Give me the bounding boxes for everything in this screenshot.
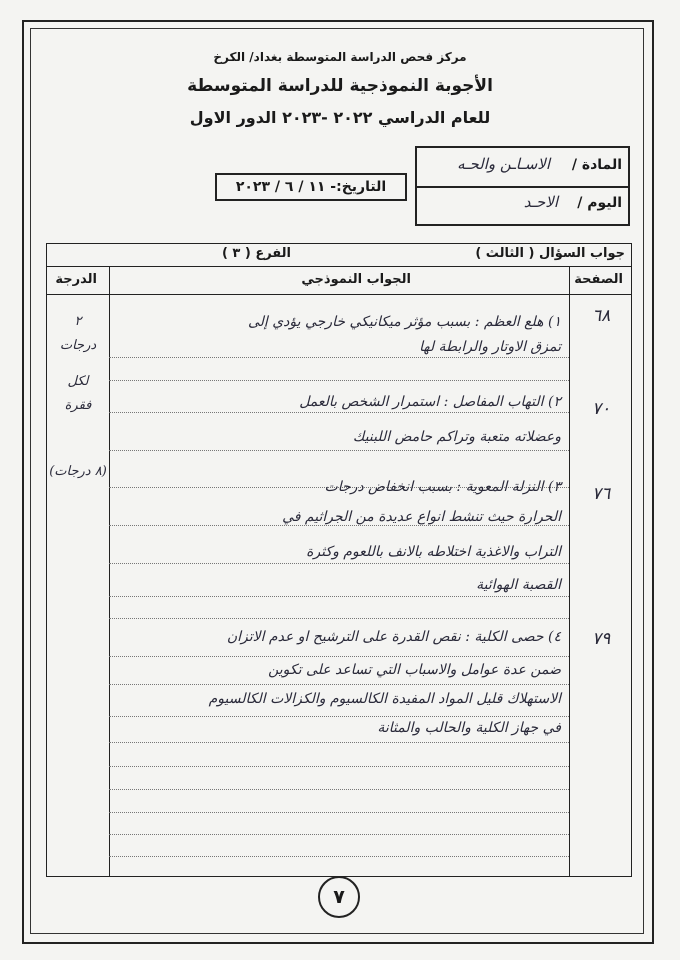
writing-line bbox=[109, 618, 569, 619]
branch-label: الفرع ( ٣ ) bbox=[221, 246, 291, 261]
writing-line bbox=[109, 563, 569, 564]
page-col-divider bbox=[569, 266, 570, 876]
academic-year: للعام الدراسي ٢٠٢٢ -٢٠٢٣ الدور الاول bbox=[189, 108, 491, 127]
col-header-page: الصفحة bbox=[574, 272, 623, 287]
row-divider bbox=[47, 266, 631, 267]
day-label: اليوم / bbox=[577, 195, 622, 211]
answer-table bbox=[46, 243, 632, 877]
writing-line bbox=[109, 357, 569, 358]
answer-line: في جهاز الكلية والحالب والمثانة bbox=[377, 720, 561, 736]
subject-label: المادة / bbox=[571, 157, 622, 173]
writing-line bbox=[109, 716, 569, 717]
subject-day-box bbox=[415, 146, 630, 226]
writing-line bbox=[109, 789, 569, 790]
writing-line bbox=[109, 812, 569, 813]
writing-line bbox=[109, 856, 569, 857]
page-number: ٧ bbox=[318, 876, 360, 918]
answer-line: تمزق الاوتار والرابطة لها bbox=[419, 339, 561, 355]
writing-line bbox=[109, 412, 569, 413]
writing-line bbox=[109, 380, 569, 381]
date-box bbox=[215, 173, 407, 201]
header-divider bbox=[47, 294, 631, 295]
writing-line bbox=[109, 656, 569, 657]
answer-line: ١) هلع العظم : بسبب مؤثر ميكانيكي خارجي يؤدي إلى bbox=[247, 314, 561, 330]
grade-sum: (٨ درجات) bbox=[49, 464, 107, 479]
date-label: التاريخ:- bbox=[330, 179, 387, 195]
answer-line: الاستهلاك قليل المواد المفيدة الكالسيوم والكزالات الكالسيوم bbox=[208, 691, 561, 707]
answer-line: ضمن عدة عوامل والاسباب التي تساعد على تكوين bbox=[268, 662, 561, 678]
writing-line bbox=[109, 450, 569, 451]
answer-line: ٣) النزلة المعوية : بسبب انخفاض درجات bbox=[324, 479, 561, 495]
answer-line: وعضلاته متعبة وتراكم حامض اللبنيك bbox=[352, 429, 561, 445]
writing-line bbox=[109, 834, 569, 835]
grade-per: لكل bbox=[67, 374, 89, 389]
page-ref: ٦٨ bbox=[592, 306, 611, 326]
col-header-grade: الدرجة bbox=[55, 272, 97, 287]
subject-value: الاسـاـن والحـه bbox=[457, 155, 550, 173]
page-ref: ٧٠ bbox=[592, 399, 611, 419]
page-ref: ٧٩ bbox=[592, 629, 611, 649]
question-label: جواب السؤال ( الثالث ) bbox=[475, 246, 625, 261]
answer-line: الحرارة حيث تنشط انواع عديدة من الجراثيم في bbox=[282, 509, 561, 525]
writing-line bbox=[109, 742, 569, 743]
writing-line bbox=[109, 684, 569, 685]
document-title: الأجوبة النموذجية للدراسة المتوسطة bbox=[187, 76, 493, 96]
writing-line bbox=[109, 596, 569, 597]
answer-line: ٢) التهاب المفاصل : استمرار الشخص بالعمل bbox=[299, 394, 561, 410]
col-header-answer: الجواب النموذجي bbox=[301, 272, 411, 287]
grade-total: ٢ bbox=[74, 314, 82, 329]
answer-line: التراب والاغذية اختلاطه بالانف باللعوم وكثرة bbox=[306, 544, 561, 560]
day-value: الاحـد bbox=[523, 193, 558, 211]
grade-per-item: فقرة bbox=[64, 398, 92, 413]
writing-line bbox=[109, 766, 569, 767]
exam-center-name: مركز فحص الدراسة المتوسطة بغداد/ الكرخ bbox=[213, 50, 467, 64]
subject-row bbox=[417, 148, 628, 188]
writing-line bbox=[109, 525, 569, 526]
page-ref: ٧٦ bbox=[592, 484, 611, 504]
day-row bbox=[417, 186, 628, 224]
answer-line: القصبة الهوائية bbox=[476, 577, 561, 593]
date-value: ١١ / ٦ / ٢٠٢٣ bbox=[235, 179, 326, 195]
grade-unit: درجات bbox=[59, 338, 97, 353]
answer-line: ٤) حصى الكلية : نقص القدرة على الترشيح او عدم الاتزان bbox=[226, 629, 561, 645]
